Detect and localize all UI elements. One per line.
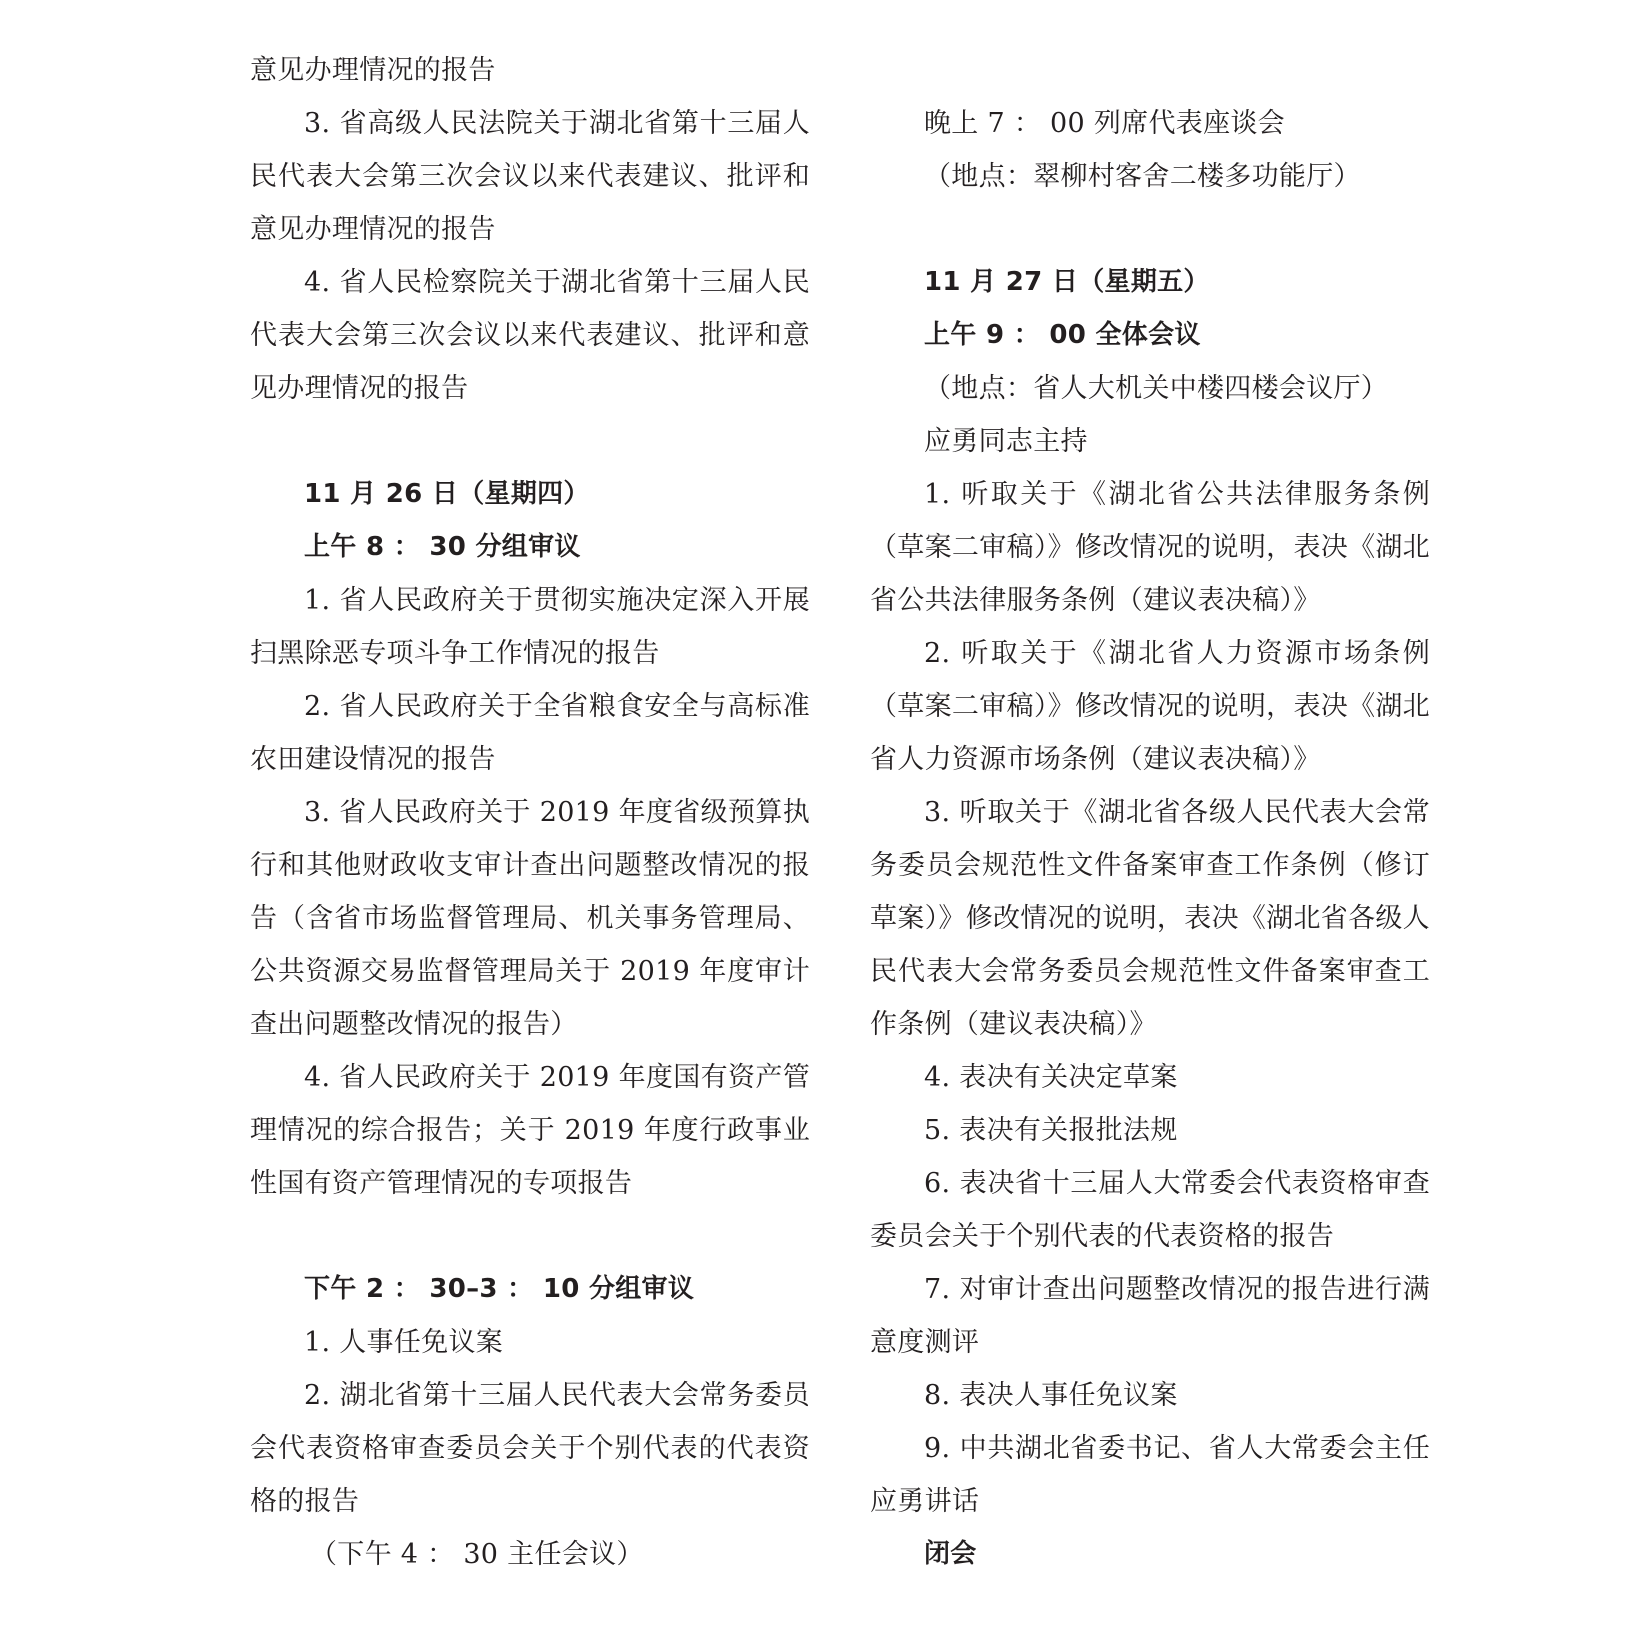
session-heading: 下午 2 ： 30–3 ： 10 分组审议 (304, 1274, 695, 1304)
location-note: （地点：省人大机关中楼四楼会议厅） (924, 373, 1389, 404)
spacer (870, 203, 1430, 256)
session-line: 晚上 7 ： 00 列席代表座谈会 (924, 108, 1285, 139)
spacer (250, 415, 810, 468)
paragraph-item: 1. 听取关于《湖北省公共法律服务条例（草案二审稿）》修改情况的说明，表决《湖北省公共法律服务条例（建议表决稿）》 (870, 479, 1430, 616)
meeting-note: （下午 4 ： 30 主任会议） (310, 1539, 644, 1570)
paragraph-item: 8. 表决人事任免议案 (924, 1380, 1178, 1411)
paragraph-item: 7. 对审计查出问题整改情况的报告进行满意度测评 (870, 1274, 1430, 1358)
paragraph-item: 4. 表决有关决定草案 (924, 1062, 1178, 1093)
paragraph-item: 9. 中共湖北省委书记、省人大常委会主任应勇讲话 (870, 1433, 1430, 1517)
paragraph-item: 4. 省人民检察院关于湖北省第十三届人民代表大会第三次会议以来代表建议、批评和意见办理情况的报告 (250, 267, 810, 404)
paragraph-item: 1. 人事任免议案 (304, 1327, 504, 1358)
paragraph-continuation: 意见办理情况的报告 (250, 55, 496, 86)
paragraph-item: 3. 听取关于《湖北省各级人民代表大会常务委员会规范性文件备案审查工作条例（修订草案）》修改情况的说明，表决《湖北省各级人民代表大会常务委员会规范性文件备案审查工作条例（建议表决稿）》 (870, 797, 1430, 1040)
right-column (870, 44, 1430, 1581)
paragraph-item: 6. 表决省十三届人大常委会代表资格审查委员会关于个别代表的代表资格的报告 (870, 1168, 1430, 1252)
paragraph-item: 2. 听取关于《湖北省人力资源市场条例（草案二审稿）》修改情况的说明，表决《湖北省人力资源市场条例（建议表决稿）》 (870, 638, 1430, 775)
spacer (870, 44, 1430, 97)
paragraph-item: 1. 省人民政府关于贯彻实施决定深入开展扫黑除恶专项斗争工作情况的报告 (250, 585, 810, 669)
presider-line: 应勇同志主持 (924, 426, 1088, 457)
closing-heading: 闭会 (924, 1539, 977, 1569)
paragraph-item: 3. 省人民政府关于 2019 年度省级预算执行和其他财政收支审计查出问题整改情况的报告（含省市场监督管理局、机关事务管理局、公共资源交易监督管理局关于 2019 年度审计查出问题整改情况的报告） (250, 797, 810, 1040)
session-heading: 上午 8 ： 30 分组审议 (304, 532, 581, 562)
session-heading: 上午 9 ： 00 全体会议 (924, 320, 1201, 350)
date-heading: 11 月 27 日（星期五） (924, 267, 1210, 297)
paragraph-item: 3. 省高级人民法院关于湖北省第十三届人民代表大会第三次会议以来代表建议、批评和意见办理情况的报告 (250, 108, 810, 245)
location-note: （地点：翠柳村客舍二楼多功能厅） (924, 161, 1361, 192)
left-column (250, 44, 810, 1581)
paragraph-item: 2. 湖北省第十三届人民代表大会常务委员会代表资格审查委员会关于个别代表的代表资格的报告 (250, 1380, 810, 1517)
date-heading: 11 月 26 日（星期四） (304, 479, 590, 509)
paragraph-item: 4. 省人民政府关于 2019 年度国有资产管理情况的综合报告；关于 2019 年度行政事业性国有资产管理情况的专项报告 (250, 1062, 810, 1199)
spacer (250, 1210, 810, 1263)
paragraph-item: 2. 省人民政府关于全省粮食安全与高标准农田建设情况的报告 (250, 691, 810, 775)
paragraph-item: 5. 表决有关报批法规 (924, 1115, 1178, 1146)
